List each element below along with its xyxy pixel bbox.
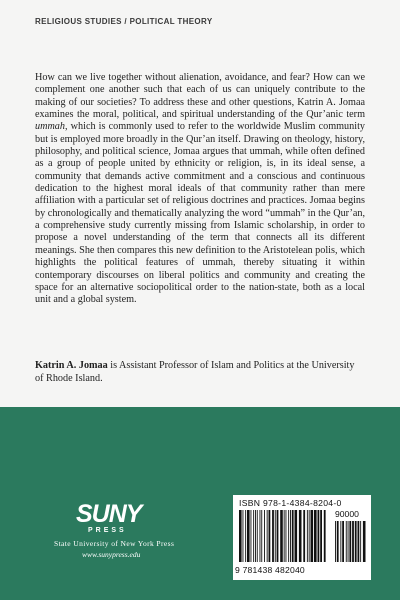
barcode-bar	[261, 510, 262, 562]
barcode-box	[233, 495, 371, 580]
barcode-bar	[324, 510, 326, 562]
barcode-bar	[253, 510, 254, 562]
barcode-addon-number: 90000	[335, 509, 359, 519]
barcode-bar	[239, 510, 242, 562]
barcode-bar	[269, 510, 271, 562]
logo-suny-text: SUNY	[76, 500, 142, 528]
barcode-bar	[363, 521, 366, 562]
barcode-bar	[277, 510, 279, 562]
barcode-bar	[247, 510, 250, 562]
barcode-bar	[311, 510, 314, 562]
barcode-main	[239, 510, 329, 562]
barcode-bar	[320, 510, 322, 562]
barcode-bar	[314, 510, 317, 562]
barcode-bar	[257, 510, 258, 562]
barcode-bar	[337, 521, 339, 562]
barcode-bar	[352, 521, 354, 562]
barcode-bar	[348, 521, 349, 562]
barcode-bar	[292, 510, 294, 562]
barcode-bar	[303, 510, 305, 562]
book-description	[35, 72, 365, 307]
barcode-bar	[251, 510, 252, 562]
barcode-bar	[272, 510, 274, 562]
barcode-bar	[255, 510, 256, 562]
barcode-bar	[284, 510, 285, 562]
barcode-bar	[346, 521, 347, 562]
barcode-bar	[295, 510, 298, 562]
barcode-bar	[280, 510, 283, 562]
barcode-bar	[286, 510, 287, 562]
term-ummah: ummah	[35, 121, 65, 133]
barcode-bar	[307, 510, 308, 562]
barcode-addon	[335, 521, 367, 562]
barcode-bar	[288, 510, 289, 562]
barcode-bar	[342, 521, 344, 562]
publisher-website: www.sunypress.edu	[82, 550, 141, 559]
barcode-bar	[299, 510, 302, 562]
barcode-bar	[335, 521, 336, 562]
barcode-bar	[264, 510, 265, 562]
author-bio-text: is Assistant Professor of Islam and Politics at the University of Rhode Island.	[35, 360, 355, 384]
author-bio	[35, 359, 365, 385]
description-part-1: How can we live together without alienation, avoidance, and fear? How can we complement one another such that each of us can uniquely contribute to the making of our societies? To address these and other questions, Katrin A. Jomaa examines the moral, political, and spiritual understanding of the Qur’anic term	[35, 72, 365, 121]
barcode-bar	[260, 510, 261, 562]
barcode-bar	[245, 510, 246, 562]
barcode-bar	[275, 510, 276, 562]
barcode-bar	[349, 521, 351, 562]
isbn-label: ISBN 978-1-4384-8204-0	[239, 498, 342, 508]
author-name: Katrin A. Jomaa	[35, 360, 108, 371]
logo-press-text: PRESS	[88, 527, 127, 534]
barcode-bar	[340, 521, 341, 562]
publisher-name: State University of New York Press	[54, 539, 175, 548]
barcode-bar	[290, 510, 291, 562]
barcode-bar	[318, 510, 320, 562]
barcode-bar	[358, 521, 360, 562]
barcode-bar	[309, 510, 310, 562]
barcode-bar	[360, 521, 361, 562]
publisher-panel	[0, 407, 400, 600]
category-label: RELIGIOUS STUDIES / POLITICAL THEORY	[35, 17, 213, 26]
barcode-bar	[243, 510, 244, 562]
barcode-bar	[355, 521, 357, 562]
barcode-bar	[267, 510, 268, 562]
description-part-2: , which is commonly used to refer to the worldwide Muslim community but is employed more broadly in the Qur’an itself. Drawing on theology, history, philosophy, and political science, Jomaa argues that ummah, while often defined as a group of people united by ethnicity or religion, is, in its ideal sense, a community that demands active commitment and a conscious and continuous dedication to the highest moral ideals of that community rather than mere affiliation with a particular set of religious doctrines and practices. Jomaa begins by chronologically and thematically analyzing the word “ummah” in the Qur’an, a comprehensive study currently missing from Islamic scholarship, in order to propose a novel understanding of the term that connects all its different meanings. She then compares this new definition to the Aristotelean polis, which highlights the political features of ummah, thereby situating it within contemporary discourses on liberal politics and community and creating the space for an alternative sociopolitical order to the nation-state, both as a local unit and a global system.	[35, 121, 365, 306]
barcode-number: 9 781438 482040	[235, 565, 305, 575]
